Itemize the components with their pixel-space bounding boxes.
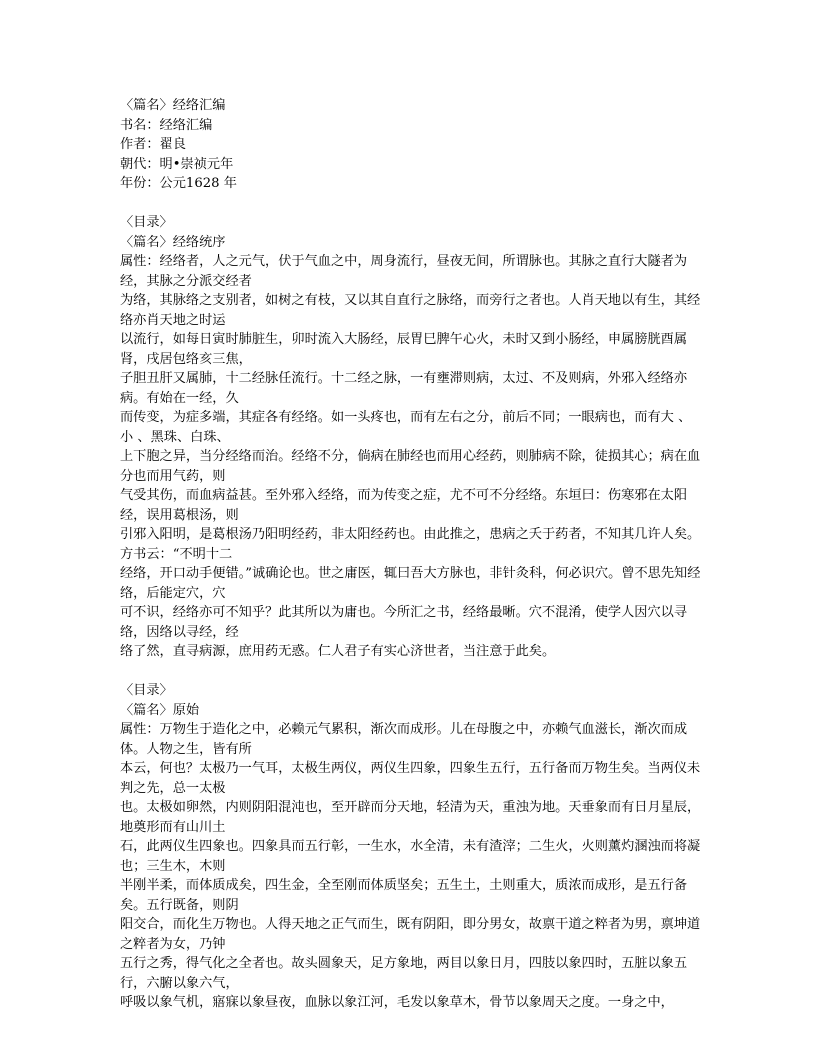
author: 作者：翟良	[120, 137, 186, 152]
chapter-title: 〈篇名〉经络汇编	[120, 98, 226, 113]
text-line: 引邪入阳明，是葛根汤乃阳明经药，非太阳经药也。由此推之，患病之夭于药者，不知其几许人矣。方书云：“不明十二	[120, 527, 701, 562]
text-line: 阳交合，而化生万物也。人得天地之正气而生，既有阴阳，即分男女，故禀干道之粹者为男，禀坤道之粹者为女，乃钟	[120, 917, 701, 952]
text-line: 子胆丑肝又属肺，十二经脉任流行。十二经之脉，一有壅滞则病，太过、不及则病，外邪入经络亦病。有始在一经，久	[120, 371, 688, 406]
text-line: 以流行，如每日寅时肺脏生，卯时流入大肠经，辰胃巳脾午心火，未时又到小肠经，申属膀胱酉属肾，戌居包络亥三焦，	[120, 332, 688, 367]
section-body	[120, 720, 702, 1013]
text-line: 五行之秀，得气化之全者也。故头圆象天，足方象地，两目以象日月，四肢以象四时，五脏以象五行，六腑以象六气，	[120, 956, 688, 991]
document-body	[120, 96, 702, 1013]
text-line: 经络，开口动手便错。”诚确论也。世之庸医，辄曰吾大方脉也，非针灸科，何必识穴。曾不思先知经络，后能定穴，穴	[120, 566, 701, 601]
text-line: 也。太极如卵然，内则阴阳混沌也，至开辟而分天地，轻清为天，重浊为地。天垂象而有日月星辰，地奠形而有山川土	[120, 800, 701, 835]
text-line: 半刚半柔，而体质成矣，四生金，全至刚而体质坚矣；五生土，土则重大，质浓而成形，是五行备矣。五行既备，则阴	[120, 878, 688, 913]
section-body	[120, 252, 702, 662]
book-name: 书名：经络汇编	[120, 117, 213, 133]
section-title: 〈篇名〉经络统序	[120, 234, 226, 250]
text-line: 络了然，直寻病源，庶用药无惑。仁人君子有实心济世者，当注意于此矣。	[120, 644, 556, 659]
section-title: 〈篇名〉原始	[120, 702, 200, 718]
text-line: 本云，何也？太极乃一气耳，太极生两仪，两仪生四象，四象生五行，五行备而万物生矣。当两仪未判之先，总一太极	[120, 761, 701, 796]
text-line: 上下胞之异，当分经络而治。经络不分，倘病在肺经也而用心经药，则肺病不除，徒损其心；病在血分也而用气药，则	[120, 449, 701, 484]
text-line: 可不识，经络亦可不知乎？此其所以为庸也。今所汇之书，经络最晰。穴不混淆，使学人因穴以寻络，因络以寻经，经	[120, 605, 688, 640]
spacer	[120, 662, 702, 682]
toc-label: 〈目录〉	[120, 683, 173, 698]
text-line: 为络，其脉络之支别者，如树之有枝，又以其自直行之脉络，而旁行之者也。人肖天地以有生，其经络亦肖天地之时运	[120, 293, 701, 328]
text-line: 而传变，为症多端，其症各有经络。如一头疼也，而有左右之分，前后不同；一眼病也，而有大 、小 、黑珠、白珠、	[120, 410, 692, 445]
dynasty: 朝代：明•崇祯元年	[120, 156, 234, 172]
text-line: 呼吸以象气机，寤寐以象昼夜，血脉以象江河，毛发以象草木，骨节以象周天之度。一身之中，	[120, 995, 674, 1010]
text-line: 石，此两仪生四象也。四象具而五行彰，一生水，水全清，未有渣滓；二生火，火则薰灼溷浊而将凝也；三生木，木则	[120, 839, 701, 874]
toc-label: 〈目录〉	[120, 215, 173, 230]
text-line: 气受其伤，而血病益甚。至外邪入经络，而为传变之症，尤不可不分经络。东垣曰：伤寒邪在太阳经，误用葛根汤，则	[120, 488, 688, 523]
text-line: 属性：万物生于造化之中，必赖元气累积，渐次而成形。儿在母腹之中，亦赖气血滋长，渐次而成体。人物之生，皆有所	[120, 722, 688, 757]
year: 年份：公元1628 年	[120, 176, 237, 191]
text-line: 属性：经络者，人之元气，伏于气血之中，周身流行，昼夜无间，所谓脉也。其脉之直行大隧者为经，其脉之分派交经者	[120, 254, 688, 289]
spacer	[120, 194, 702, 214]
